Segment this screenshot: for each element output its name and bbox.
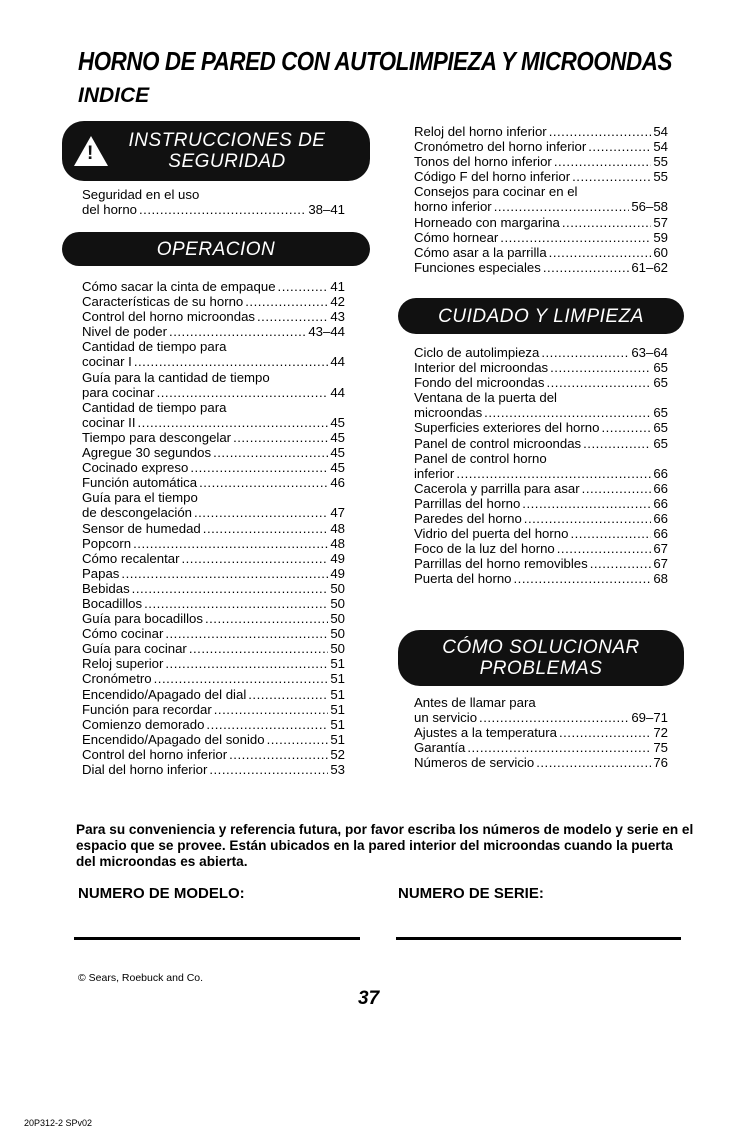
dot-leader	[165, 656, 328, 671]
toc-list-seguridad	[82, 187, 345, 217]
toc-entry-page: 45	[330, 429, 345, 445]
dot-leader	[199, 475, 328, 490]
banner-operacion	[62, 232, 370, 266]
dot-leader	[562, 215, 651, 230]
toc-entry-page: 49	[330, 565, 345, 581]
toc-entry	[414, 169, 668, 184]
toc-entry-page: 66	[653, 526, 668, 542]
toc-entry-title: Cronómetro del horno inferior	[414, 139, 587, 155]
toc-entry-title: Puerta del horno	[414, 571, 512, 587]
toc-entry	[82, 626, 345, 641]
toc-entry-page: 65	[653, 375, 668, 391]
toc-entry-page: 54	[653, 124, 668, 139]
toc-entry-page: 45	[330, 445, 345, 461]
dot-leader	[541, 345, 629, 360]
toc-entry-page: 45	[330, 414, 345, 430]
toc-entry	[414, 740, 668, 755]
toc-entry-page: 63–64	[631, 345, 668, 360]
dot-leader	[181, 551, 328, 566]
toc-entry-page: 51	[330, 656, 345, 672]
dot-leader	[257, 309, 328, 324]
toc-entry-title: Control del horno microondas	[82, 309, 255, 325]
toc-entry	[82, 536, 345, 551]
toc-entry-page: 61–62	[631, 259, 668, 275]
toc-entry-page: 66	[653, 511, 668, 527]
dot-leader	[601, 420, 651, 435]
toc-entry	[82, 385, 345, 400]
dot-leader	[583, 436, 651, 451]
toc-entry	[414, 436, 668, 451]
toc-entry-page: 44	[330, 384, 345, 400]
toc-entry-title: Parrillas del horno	[414, 495, 521, 511]
toc-entry-page: 48	[330, 535, 345, 551]
toc-entry	[82, 460, 345, 475]
dot-leader	[546, 375, 651, 390]
toc-entry	[82, 717, 345, 732]
toc-entry-title: cocinar I	[82, 354, 132, 370]
toc-entry-title: Fondo del microondas	[414, 375, 545, 391]
toc-entry-title: Características de su horno	[82, 294, 244, 310]
dot-leader	[209, 762, 328, 777]
toc-entry-page: 43–44	[308, 324, 345, 340]
toc-entry-title: inferior	[414, 465, 455, 481]
toc-entry	[414, 541, 668, 556]
dot-leader	[549, 124, 652, 139]
toc-entry	[414, 215, 668, 230]
toc-entry-title: horno inferior	[414, 199, 492, 215]
toc-list-operacion-cont	[414, 124, 668, 275]
toc-entry-page: 45	[330, 460, 345, 476]
toc-entry-page: 50	[330, 595, 345, 611]
toc-entry-title: Control del horno inferior	[82, 746, 228, 762]
banner-operacion-label: OPERACION	[156, 238, 276, 260]
toc-entry-page: 50	[330, 580, 345, 596]
toc-entry-page: 44	[330, 354, 345, 370]
toc-entry	[82, 551, 345, 566]
toc-entry-title: Cocinado expreso	[82, 460, 189, 476]
page-subtitle: INDICE	[78, 84, 150, 107]
toc-entry-page: 51	[330, 686, 345, 702]
dot-leader	[233, 430, 328, 445]
toc-entry-page: 66	[653, 480, 668, 496]
dot-leader	[189, 641, 329, 656]
serial-number-label: NUMERO DE SERIE:	[398, 885, 544, 902]
toc-entry	[414, 260, 668, 275]
toc-entry-title: Tonos del horno inferior	[414, 154, 552, 170]
toc-entry-page: 65	[653, 420, 668, 436]
toc-entry	[82, 596, 345, 611]
dot-leader	[572, 169, 651, 184]
toc-entry-title: Cómo recalentar	[82, 550, 180, 566]
toc-entry-line: Antes de llamar para	[414, 695, 536, 710]
toc-entry-title: Bebidas	[82, 580, 130, 596]
toc-entry	[82, 324, 345, 339]
toc-entry-page: 72	[653, 725, 668, 741]
dot-leader	[554, 154, 652, 169]
toc-entry-title: Vidrio del puerta del horno	[414, 526, 569, 542]
page-title: HORNO DE PARED CON AUTOLIMPIEZA Y MICROONDAS	[78, 46, 672, 76]
dot-leader	[213, 445, 328, 460]
dot-leader	[205, 611, 328, 626]
toc-entry-title: Números de servicio	[414, 755, 535, 771]
toc-entry-page: 55	[653, 154, 668, 170]
banner-seguridad	[62, 121, 370, 181]
toc-entry-page: 53	[330, 762, 345, 777]
toc-entry	[82, 611, 345, 626]
toc-entry	[82, 279, 345, 294]
toc-entry-title: Dial del horno inferior	[82, 762, 208, 777]
toc-entry	[82, 309, 345, 324]
dot-leader	[536, 755, 651, 770]
dot-leader	[154, 671, 329, 686]
toc-entry-title: Sensor de humedad	[82, 520, 201, 536]
toc-entry-page: 49	[330, 550, 345, 566]
toc-entry-title: Ajustes a la temperatura	[414, 725, 557, 741]
toc-list-operacion	[82, 279, 345, 777]
toc-entry-page: 66	[653, 465, 668, 481]
toc-entry	[82, 415, 345, 430]
toc-entry-title: Cómo hornear	[414, 229, 499, 245]
toc-entry	[82, 354, 345, 369]
toc-entry-title: Encendido/Apagado del sonido	[82, 731, 265, 747]
toc-entry-line: Ventana de la puerta del	[414, 390, 557, 406]
toc-entry	[414, 496, 668, 511]
toc-entry-page: 43	[330, 309, 345, 325]
toc-entry-title: de descongelación	[82, 505, 192, 521]
dot-leader	[245, 294, 328, 309]
toc-entry	[414, 230, 668, 245]
toc-entry-page: 51	[330, 701, 345, 717]
dot-leader	[133, 536, 328, 551]
toc-entry-page: 51	[330, 731, 345, 747]
banner-solucionar	[398, 630, 684, 686]
toc-entry-title: Reloj del horno inferior	[414, 124, 547, 139]
dot-leader	[570, 526, 651, 541]
dot-leader	[484, 405, 651, 420]
toc-entry-page: 60	[653, 244, 668, 260]
toc-entry-title: Tiempo para descongelar	[82, 429, 232, 445]
toc-entry-page: 67	[653, 541, 668, 557]
toc-entry-title: Superficies exteriores del horno	[414, 420, 600, 436]
dot-leader	[514, 571, 652, 586]
toc-entry	[414, 139, 668, 154]
toc-entry-page: 50	[330, 641, 345, 657]
toc-entry-page: 65	[653, 435, 668, 451]
toc-entry	[414, 124, 668, 139]
toc-entry-page: 65	[653, 360, 668, 376]
toc-entry	[414, 556, 668, 571]
toc-entry-title: Función automática	[82, 475, 198, 491]
dot-leader	[588, 139, 651, 154]
dot-leader	[132, 581, 329, 596]
toc-entry-title: Comienzo demorado	[82, 716, 205, 732]
toc-entry-title: Función para recordar	[82, 701, 212, 717]
toc-entry-title: Guía para bocadillos	[82, 611, 203, 627]
toc-entry-line: Panel de control horno	[414, 450, 547, 466]
dot-leader	[229, 747, 328, 762]
toc-entry-page: 69–71	[631, 710, 668, 726]
toc-entry-page: 59	[653, 229, 668, 245]
toc-entry-title: Cómo sacar la cinta de empaque	[82, 279, 276, 294]
toc-entry-title: Guía para cocinar	[82, 641, 187, 657]
toc-entry-page: 42	[330, 294, 345, 310]
model-number-line	[74, 937, 360, 940]
toc-entry	[414, 345, 668, 360]
toc-entry-title: Nivel de poder	[82, 324, 168, 340]
toc-entry	[82, 521, 345, 536]
dot-leader	[467, 740, 651, 755]
toc-entry-page: 67	[653, 556, 668, 572]
toc-entry-title: Garantía	[414, 740, 466, 756]
toc-entry	[82, 732, 345, 747]
dot-leader	[590, 556, 652, 571]
toc-entry	[82, 202, 345, 217]
toc-entry	[414, 511, 668, 526]
banner-seguridad-line1: INSTRUCCIONES DE	[128, 130, 326, 151]
dot-leader	[456, 466, 651, 481]
toc-entry	[82, 505, 345, 520]
dot-leader	[203, 521, 329, 536]
toc-entry	[82, 747, 345, 762]
dot-leader	[582, 481, 652, 496]
warning-triangle-icon	[74, 136, 108, 166]
toc-entry	[414, 420, 668, 435]
toc-entry-title: Cómo asar a la parrilla	[414, 244, 547, 260]
toc-entry-title: Popcorn	[82, 535, 132, 551]
toc-entry-line: Guía para la cantidad de tiempo	[82, 369, 270, 385]
toc-entry-title: Encendido/Apagado del dial	[82, 686, 247, 702]
dot-leader	[138, 415, 329, 430]
toc-entry-page: 51	[330, 716, 345, 732]
toc-entry-line: Seguridad en el uso	[82, 187, 200, 202]
toc-entry	[82, 641, 345, 656]
toc-entry-title: Horneado con margarina	[414, 214, 560, 230]
toc-entry	[82, 702, 345, 717]
toc-entry-title: Ciclo de autolimpieza	[414, 345, 540, 360]
toc-entry-page: 41	[330, 279, 345, 294]
toc-entry-title: Cronómetro	[82, 671, 152, 687]
toc-entry-page: 76	[653, 755, 668, 771]
dot-leader	[165, 626, 328, 641]
toc-entry	[82, 656, 345, 671]
toc-entry-title: un servicio	[414, 710, 478, 726]
toc-entry-title: Interior del microondas	[414, 360, 549, 376]
toc-entry-page: 75	[653, 740, 668, 756]
dot-leader	[248, 687, 328, 702]
toc-entry	[414, 710, 668, 725]
toc-entry	[82, 445, 345, 460]
dot-leader	[278, 279, 329, 294]
banner-solucionar-line2: PROBLEMAS	[479, 658, 603, 679]
toc-entry	[414, 481, 668, 496]
toc-entry-line: Cantidad de tiempo para	[82, 339, 227, 355]
toc-entry-page: 68	[653, 571, 668, 587]
toc-entry	[414, 375, 668, 390]
toc-entry	[414, 466, 668, 481]
serial-number-line	[396, 937, 681, 940]
page-number: 37	[358, 988, 380, 1009]
dot-leader	[267, 732, 329, 747]
dot-leader	[190, 460, 328, 475]
dot-leader	[214, 702, 329, 717]
toc-entry-line: Cantidad de tiempo para	[82, 399, 227, 415]
dot-leader	[139, 202, 306, 217]
toc-entry-title: Reloj superior	[82, 656, 164, 672]
banner-solucionar-line1: CÓMO SOLUCIONAR	[442, 637, 640, 658]
dot-leader	[479, 710, 629, 725]
toc-entry	[82, 294, 345, 309]
toc-entry-title: Código F del horno inferior	[414, 169, 571, 185]
toc-entry-page: 65	[653, 405, 668, 421]
toc-entry	[414, 526, 668, 541]
toc-entry	[414, 360, 668, 375]
toc-entry-title: Parrillas del horno removibles	[414, 556, 588, 572]
dot-leader	[549, 245, 652, 260]
toc-entry	[82, 687, 345, 702]
toc-entry-page: 55	[653, 169, 668, 185]
toc-entry	[414, 405, 668, 420]
toc-entry	[82, 581, 345, 596]
dot-leader	[169, 324, 306, 339]
toc-entry-line: Consejos para cocinar en el	[414, 184, 578, 200]
toc-entry	[82, 566, 345, 581]
toc-entry-title: Cómo cocinar	[82, 626, 164, 642]
dot-leader	[494, 199, 630, 214]
toc-entry-title: Funciones especiales	[414, 259, 541, 275]
toc-entry-title: del horno	[82, 202, 137, 218]
toc-entry-page: 46	[330, 475, 345, 491]
toc-entry-title: Agregue 30 segundos	[82, 445, 212, 461]
dot-leader	[194, 505, 328, 520]
toc-entry-title: microondas	[414, 405, 483, 421]
dot-leader	[522, 496, 651, 511]
toc-list-cuidado	[414, 345, 668, 587]
toc-entry	[82, 475, 345, 490]
dot-leader	[157, 385, 329, 400]
toc-entry-page: 52	[330, 746, 345, 762]
copyright-text: © Sears, Roebuck and Co.	[78, 972, 204, 984]
toc-entry-page: 50	[330, 626, 345, 642]
model-number-label: NUMERO DE MODELO:	[78, 885, 245, 902]
toc-entry-page: 57	[653, 214, 668, 230]
toc-entry-page: 50	[330, 611, 345, 627]
dot-leader	[144, 596, 328, 611]
dot-leader	[121, 566, 328, 581]
toc-entry	[414, 199, 668, 214]
toc-entry-title: Papas	[82, 565, 120, 581]
document-id: 20P312-2 SPv02	[24, 1118, 93, 1128]
toc-entry	[414, 245, 668, 260]
dot-leader	[524, 511, 652, 526]
toc-entry-page: 54	[653, 139, 668, 155]
toc-entry	[82, 671, 345, 686]
banner-cuidado-label: CUIDADO Y LIMPIEZA	[438, 305, 644, 327]
dot-leader	[134, 354, 328, 369]
dot-leader	[206, 717, 328, 732]
toc-entry	[414, 154, 668, 169]
toc-entry	[82, 762, 345, 777]
toc-entry-page: 38–41	[308, 202, 345, 218]
toc-entry-title: Paredes del horno	[414, 511, 522, 527]
toc-entry	[414, 755, 668, 770]
toc-entry-page: 47	[330, 505, 345, 521]
dot-leader	[557, 541, 652, 556]
toc-entry-page: 51	[330, 671, 345, 687]
toc-entry-title: Foco de la luz del horno	[414, 541, 555, 557]
toc-entry	[414, 725, 668, 740]
dot-leader	[500, 230, 651, 245]
toc-entry	[82, 430, 345, 445]
dot-leader	[559, 725, 651, 740]
toc-list-solucionar	[414, 695, 668, 770]
toc-entry-line: Guía para el tiempo	[82, 490, 198, 506]
dot-leader	[543, 260, 630, 275]
toc-entry-page: 48	[330, 520, 345, 536]
toc-entry-title: cocinar II	[82, 414, 136, 430]
toc-entry-page: 56–58	[631, 199, 668, 215]
dot-leader	[550, 360, 651, 375]
banner-cuidado	[398, 298, 684, 334]
toc-entry-title: Panel de control microondas	[414, 435, 582, 451]
banner-seguridad-line2: SEGURIDAD	[168, 151, 286, 172]
record-note: Para su conveniencia y referencia futura, por favor escriba los números de modelo y serie en el espacio que se provee. Están ubicados en la pared interior del microondas cuando la puerta del microondas es abierta.	[76, 822, 694, 869]
toc-entry	[414, 571, 668, 586]
toc-entry-title: para cocinar	[82, 384, 155, 400]
toc-entry-title: Cacerola y parrilla para asar	[414, 480, 580, 496]
toc-entry-page: 66	[653, 495, 668, 511]
toc-entry-title: Bocadillos	[82, 595, 143, 611]
